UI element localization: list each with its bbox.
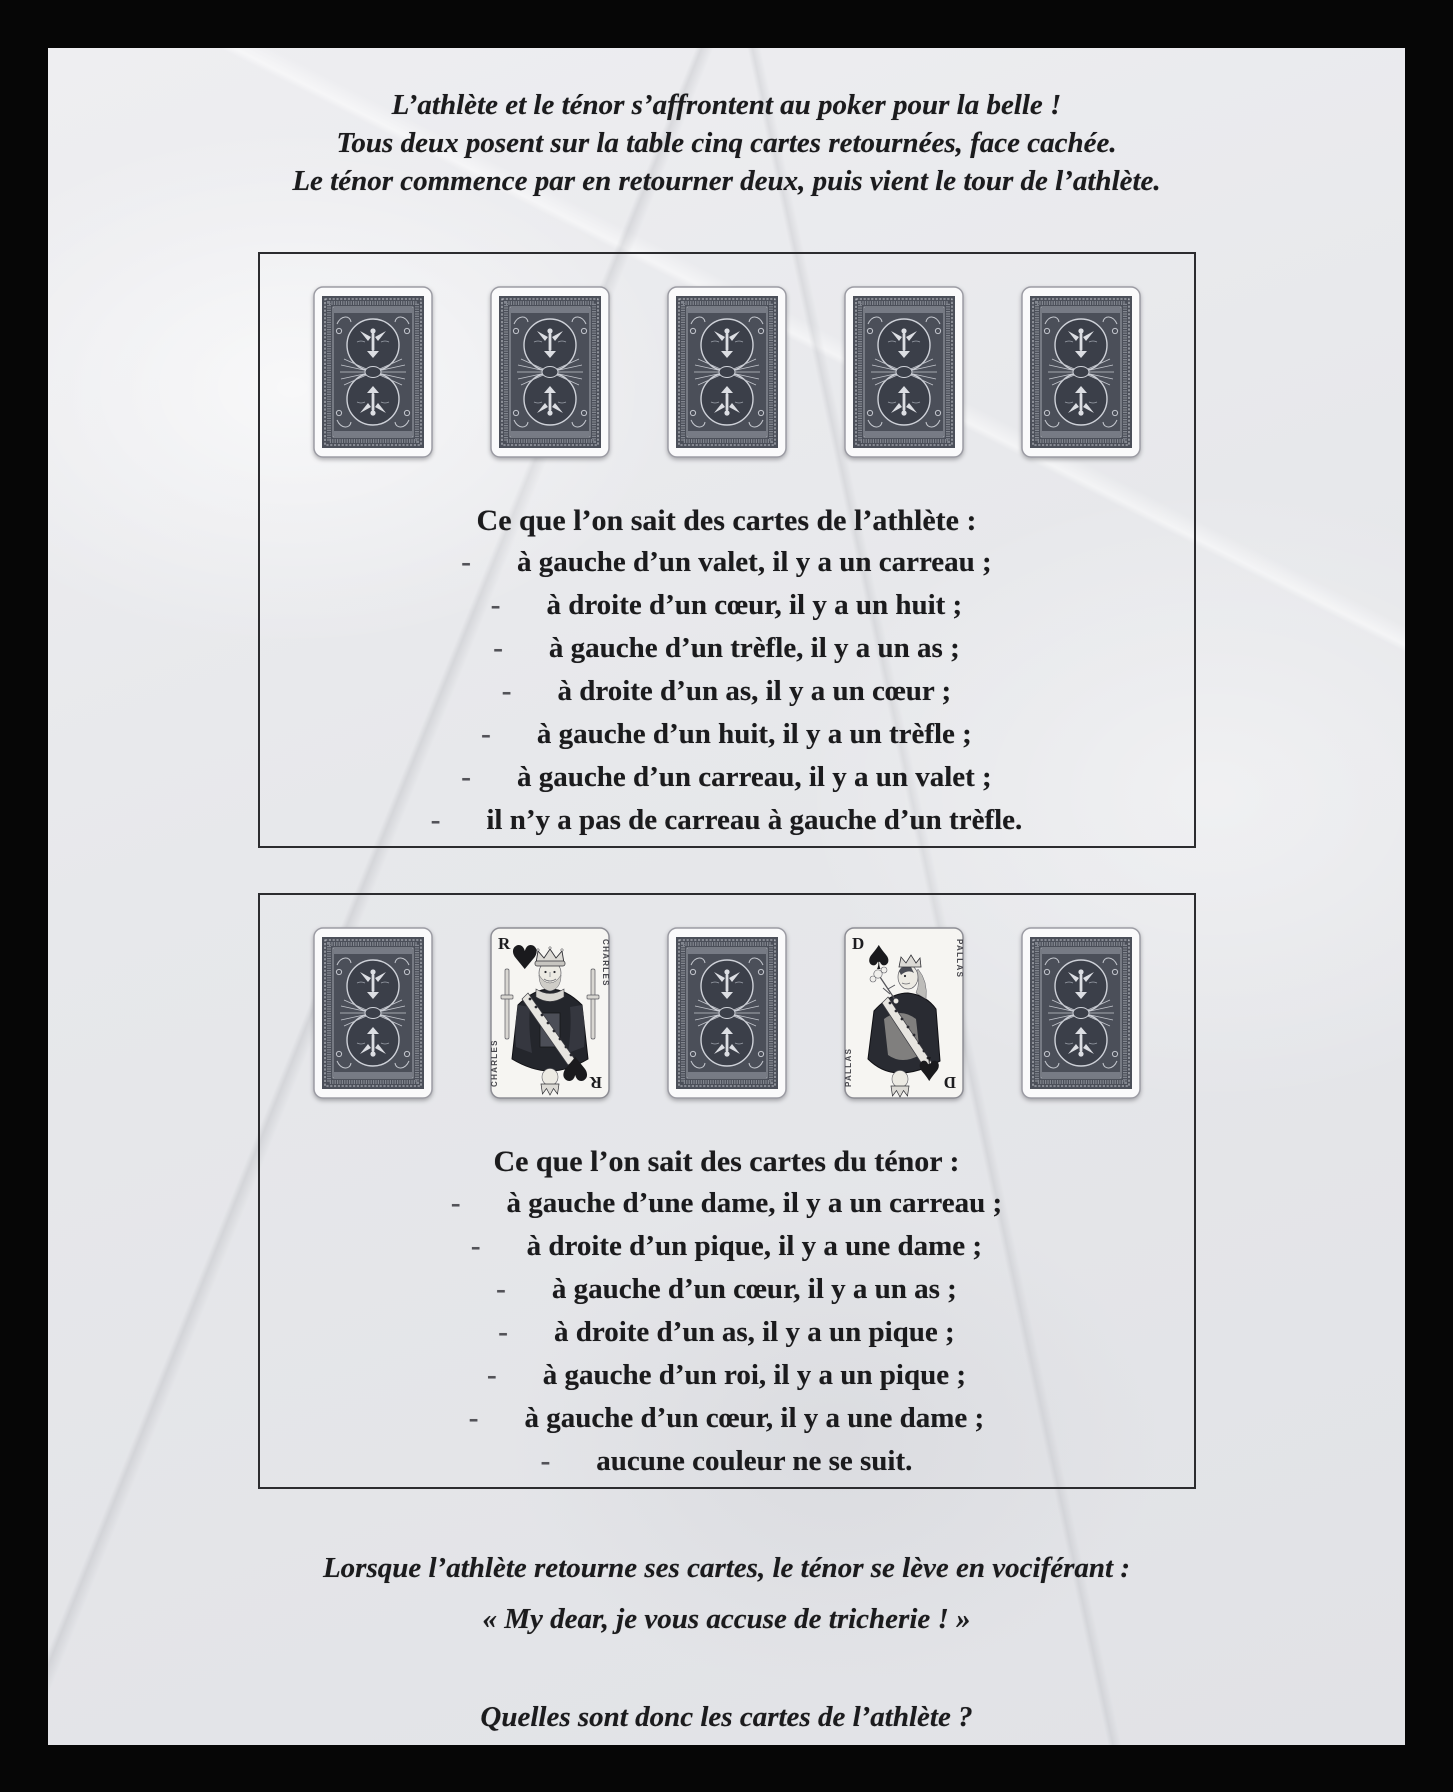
tenor-heading: Ce que l’on sait des cartes du ténor : [493,1145,960,1178]
dash-marker: - [493,632,503,664]
card-queen-of-spades [844,927,964,1099]
king-name-label: CHARLES [600,939,610,987]
clue-text: à gauche d’un valet, il y a un carreau ; [516,546,992,578]
dash-marker: - [490,589,501,621]
card-back [667,286,787,458]
clue-text: à gauche d’un cœur, il y a une dame ; [524,1402,985,1434]
clue-text: il n’y a pas de carreau à gauche d’un trèfle. [486,804,1023,836]
card-back [490,286,610,458]
clue-item [260,632,1194,675]
outro-line-2: « My dear, je vous accuse de tricherie ! » [482,1603,971,1635]
clue-item [260,546,1194,589]
question-line: Quelles sont donc les cartes de l’athlète ? [480,1701,973,1733]
heart-suit-icon: ♥ [509,938,540,977]
spade-suit-icon: ♠ [863,938,894,977]
clue-text: à droite d’un pique, il y a une dame ; [526,1230,983,1262]
athlete-heading: Ce que l’on sait des cartes de l’athlète : [476,504,977,537]
card-back [1021,286,1141,458]
intro-line-1: L’athlète et le ténor s’affrontent au poker pour la belle ! [391,89,1062,121]
clue-text: à droite d’un as, il y a un cœur ; [557,675,952,707]
card-back [667,927,787,1099]
athlete-cards-row [260,286,1194,458]
outro-text [48,1543,1405,1645]
clue-item [260,761,1194,804]
dash-marker: - [430,804,441,836]
intro-line-2: Tous deux posent sur la table cinq cartes retournées, face cachée. [336,127,1117,159]
dash-marker: - [468,1402,479,1434]
tenor-clues-list [260,1187,1194,1488]
clue-text: à droite d’un as, il y a un pique ; [553,1316,955,1348]
dash-marker: - [461,546,471,578]
clue-item [260,1402,1194,1445]
dash-marker: - [501,675,512,707]
clue-item [260,1273,1194,1316]
clue-item [260,675,1194,718]
intro-text [48,48,1405,200]
intro-line-3: Le ténor commence par en retourner deux, puis vient le tour de l’athlète. [292,165,1161,197]
card-king-of-hearts [490,927,610,1099]
card-back [844,286,964,458]
clue-text: à gauche d’un carreau, il y a un valet ; [516,761,992,793]
clue-item [260,1359,1194,1402]
dash-marker: - [498,1316,508,1348]
clue-item [260,1230,1194,1273]
dash-marker: - [487,1359,497,1391]
card-back [1021,927,1141,1099]
paper-background [48,48,1405,1745]
clue-text: à gauche d’un trèfle, il y a un as ; [548,632,960,664]
outro-line-1: Lorsque l’athlète retourne ses cartes, le ténor se lève en vociférant : [322,1552,1131,1584]
dash-marker: - [450,1187,461,1219]
dash-marker: - [470,1230,481,1262]
queen-rank-top: D [851,934,864,953]
queen-name-label: PALLAS [954,939,964,979]
spade-suit-icon: ♠ [913,1049,944,1088]
clue-item [260,804,1194,847]
clue-item [260,718,1194,761]
clue-item [260,1316,1194,1359]
queen-rank-bottom: D [943,1073,956,1092]
clue-item [260,589,1194,632]
dash-marker: - [496,1273,506,1305]
clue-text: à gauche d’un huit, il y a un trèfle ; [536,718,972,750]
clue-text: aucune couleur ne se suit. [596,1445,913,1477]
question-text [48,1701,1405,1734]
card-back [313,927,433,1099]
king-rank-top: R [497,934,510,953]
clue-text: à gauche d’un cœur, il y a un as ; [551,1273,957,1305]
clue-item [260,1187,1194,1230]
king-name-label-inverted: CHARLES [489,1039,499,1087]
dash-marker: - [481,718,491,750]
dash-marker: - [461,761,471,793]
clue-text: à gauche d’un roi, il y a un pique ; [542,1359,966,1391]
card-back [313,286,433,458]
clue-text: à droite d’un cœur, il y a un huit ; [546,589,963,621]
heart-suit-icon: ♥ [559,1049,590,1088]
tenor-cards-row [260,927,1194,1099]
clue-text: à gauche d’une dame, il y a un carreau ; [506,1187,1003,1219]
athlete-panel [258,252,1196,848]
clue-item [260,1445,1194,1488]
athlete-clues-list [260,546,1194,847]
queen-name-label-inverted: PALLAS [843,1047,853,1087]
dash-marker: - [540,1445,551,1477]
tenor-panel [258,893,1196,1489]
king-rank-bottom: R [589,1073,602,1092]
